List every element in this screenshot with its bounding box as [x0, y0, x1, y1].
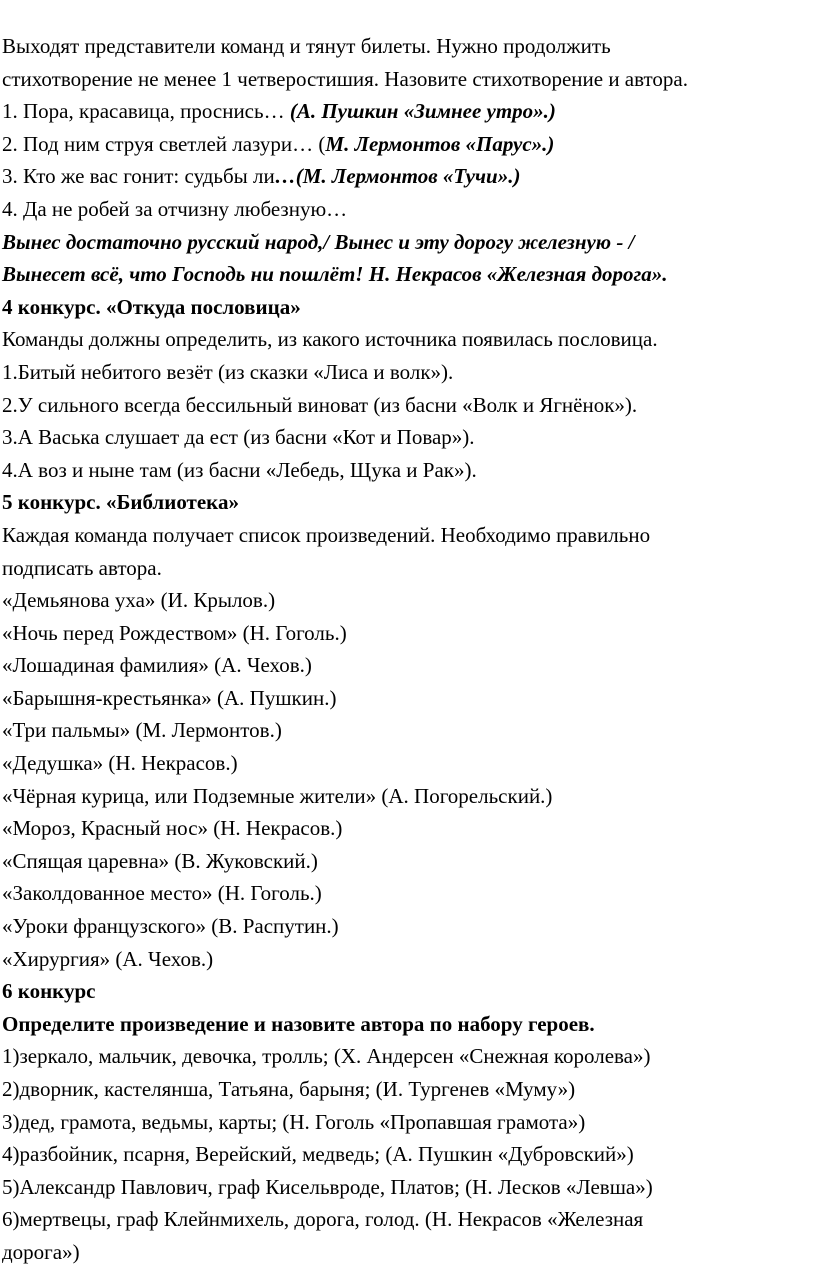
intro-item-4: 4. Да не робей за отчизну любезную…: [2, 196, 348, 221]
list-item: 2.У сильного всегда бессильный виноват (из басни «Волк и Ягнёнок»).: [2, 392, 638, 417]
list-item: «Уроки французского» (В. Распутин.): [2, 914, 339, 939]
intro-item-text: 2. Под ним струя светлей лазури… (: [2, 131, 326, 156]
list-item: 5)Александр Павлович, граф Кисельвроде, Платов; (Н. Лесков «Левша»): [2, 1174, 653, 1199]
list-item: 3)дед, грамота, ведьмы, карты; (Н. Гоголь «Пропавшая грамота»): [2, 1109, 586, 1134]
intro-item-answer: …(М. Лермонтов «Тучи».): [274, 164, 521, 189]
intro-item-answer: (А. Пушкин «Зимнее утро».): [289, 99, 556, 124]
list-item: «Три пальмы» (М. Лермонтов.): [2, 718, 282, 743]
intro-item-3: [2, 160, 814, 193]
contest-5-description-line-2: подписать автора.: [2, 555, 162, 580]
list-item: 1.Битый небитого везёт (из сказки «Лиса и волк»).: [2, 359, 454, 384]
contest-6-last-line: дорога»): [2, 1239, 80, 1264]
list-item: 4.А воз и ныне там (из басни «Лебедь, Щука и Рак»).: [2, 457, 477, 482]
intro-item-1: [2, 95, 814, 128]
contest-6-title: 6 конкурс: [2, 979, 96, 1004]
intro-item-text: 3. Кто же вас гонит: судьбы ли: [2, 164, 275, 189]
contest-4-title: 4 конкурс. «Откуда пословица»: [2, 294, 301, 319]
list-item: 4)разбойник, псарня, Верейский, медведь; (А. Пушкин «Дубровский»): [2, 1142, 634, 1167]
intro-line-2: стихотворение не менее 1 четверостишия. Назовите стихотворение и автора.: [2, 66, 688, 91]
list-item: «Мороз, Красный нос» (Н. Некрасов.): [2, 816, 343, 841]
list-item: «Ночь перед Рождеством» (Н. Гоголь.): [2, 620, 347, 645]
list-item: 1)зеркало, мальчик, девочка, тролль; (Х. Андерсен «Снежная королева»): [2, 1044, 651, 1069]
list-item: «Чёрная курица, или Подземные жители» (А. Погорельский.): [2, 783, 553, 808]
list-item: «Дедушка» (Н. Некрасов.): [2, 751, 238, 776]
intro-item-4-answer-line-1: Вынес достаточно русский народ,/ Вынес и эту дорогу железную - /: [2, 229, 635, 254]
list-item: 3.А Васька слушает да ест (из басни «Кот и Повар»).: [2, 425, 475, 450]
contest-5-title: 5 конкурс. «Библиотека»: [2, 490, 239, 515]
contest-5-description-line-1: Каждая команда получает список произведений. Необходимо правильно: [2, 522, 651, 547]
list-item: «Заколдованное место» (Н. Гоголь.): [2, 881, 322, 906]
intro-item-2: [2, 128, 814, 161]
list-item: 2)дворник, кастелянша, Татьяна, барыня; (И. Тургенев «Муму»): [2, 1077, 576, 1101]
intro-item-4-answer-line-2: Вынесет всё, что Господь ни пошлёт! Н. Некрасов «Железная дорога».: [2, 262, 668, 287]
contest-4-description: Команды должны определить, из какого источника появилась пословица.: [2, 327, 658, 352]
list-item: «Спящая царевна» (В. Жуковский.): [2, 848, 318, 873]
intro-item-text: 1. Пора, красавица, проснись…: [2, 99, 290, 124]
intro-line-1: Выходят представители команд и тянут билеты. Нужно продолжить: [2, 34, 611, 58]
list-item: «Хирургия» (А. Чехов.): [2, 946, 214, 971]
intro-item-answer: М. Лермонтов «Парус».): [325, 131, 555, 156]
document-page: [2, 30, 814, 1269]
contest-6-subtitle: Определите произведение и назовите автора по набору героев.: [2, 1011, 595, 1036]
list-item: «Барышня-крестьянка» (А. Пушкин.): [2, 685, 337, 710]
list-item: «Демьянова уха» (И. Крылов.): [2, 588, 276, 613]
list-item: 6)мертвецы, граф Клейнмихель, дорога, голод. (Н. Некрасов «Железная: [2, 1207, 644, 1232]
list-item: «Лошадиная фамилия» (А. Чехов.): [2, 653, 312, 678]
